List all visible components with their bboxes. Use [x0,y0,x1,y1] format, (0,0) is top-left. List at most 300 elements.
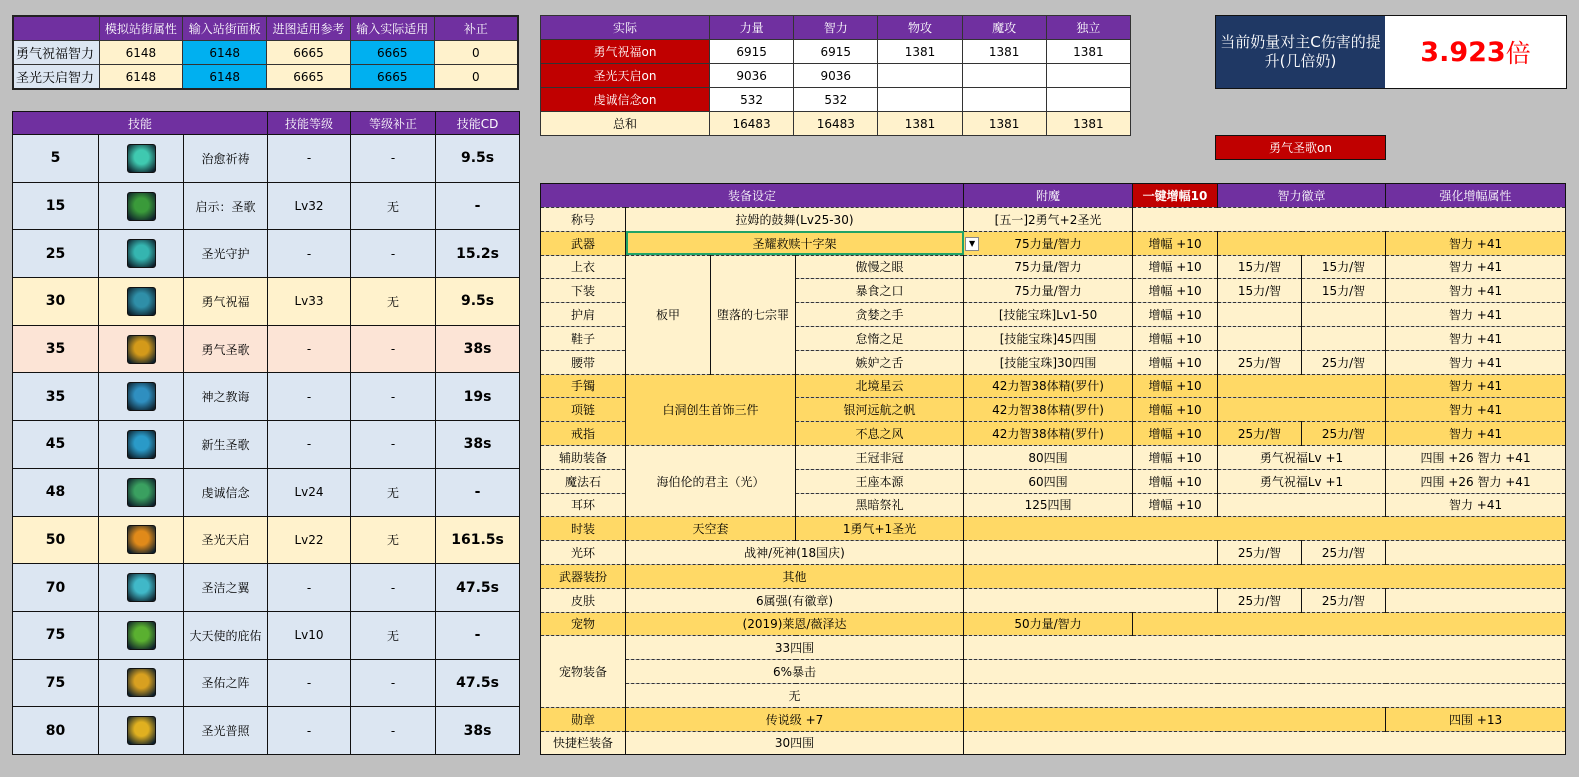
skill-level[interactable]: Lv33 [268,278,351,326]
skill-row [13,468,520,516]
skill-level[interactable]: - [268,230,351,278]
badge[interactable]: 勇气祝福Lv +1 [1218,469,1386,493]
skill-icon-cell [99,230,184,278]
equip-row [541,445,1566,469]
slot-label: 下装 [541,279,626,303]
skill-level-correction[interactable]: 无 [351,468,436,516]
one-click-amplify-button[interactable]: 一键增幅10 [1133,184,1218,208]
skill-unlock-level: 80 [13,707,99,755]
equip-name[interactable]: 嫉妒之舌 [796,350,964,374]
enchant[interactable]: [技能宝珠]30四围 [964,350,1133,374]
skill-name: 勇气祝福 [184,278,268,326]
amplify[interactable]: 增幅 +10 [1133,303,1218,327]
holy-wings-icon [127,573,156,602]
green-hymn-icon [127,192,156,221]
skill-icon-cell [99,325,184,373]
buff-row [541,64,1131,88]
skill-cd: 38s [436,325,520,373]
skill-row [13,564,520,612]
buff-value: 1381 [878,112,962,136]
skill-icon-cell [99,278,184,326]
result-unit: 倍 [1505,39,1531,68]
input-actual-cell[interactable]: 6665 [350,41,434,65]
header-input-actual: 输入实际适用 [350,16,434,41]
skill-level[interactable]: Lv10 [268,611,351,659]
badge-1[interactable] [1218,303,1302,327]
row-label: 圣光天启智力 [13,65,99,90]
enchant[interactable]: 75力量/智力 [964,279,1133,303]
equip-row-skin [541,588,1566,612]
buff-value: 16483 [794,112,878,136]
avatar-set[interactable]: 天空套 [626,517,796,541]
slot-label: 宠物 [541,612,626,636]
buff-header: 魔攻 [962,16,1046,40]
skill-level-correction[interactable]: - [351,659,436,707]
buff-value: 1381 [962,112,1046,136]
reinforce[interactable]: 智力 +41 [1386,493,1566,517]
skill-cd: 47.5s [436,564,520,612]
buff-value: 1381 [962,40,1046,64]
equip-row-pet-gear [541,660,1566,684]
header-ref: 进图适用参考 [267,16,351,41]
golden-hymn-icon [127,335,156,364]
badge-1[interactable]: 25力/智 [1218,422,1302,446]
buff-value [1046,88,1130,112]
skill-level-correction[interactable]: - [351,564,436,612]
equip-row-title [541,208,1566,232]
equip-name[interactable]: 北境星云 [796,374,964,398]
amplify[interactable]: 增幅 +10 [1133,445,1218,469]
skill-cd: 9.5s [436,278,520,326]
buff-value: 532 [710,88,794,112]
slot-label: 称号 [541,208,626,232]
badge-2[interactable]: 15力/智 [1302,255,1386,279]
reinforce[interactable]: 智力 +41 [1386,326,1566,350]
amplify[interactable]: 增幅 +10 [1133,469,1218,493]
header-sim-stat: 模拟站街属性 [99,16,183,41]
slot-label: 宠物装备 [541,636,626,707]
reinforce[interactable]: 智力 +41 [1386,422,1566,446]
skill-level-correction[interactable]: - [351,373,436,421]
amplify[interactable]: 增幅 +10 [1133,398,1218,422]
buff-header: 独立 [1046,16,1130,40]
buff-value: 9036 [794,64,878,88]
reinforce[interactable]: 四围 +13 [1386,707,1566,731]
amplify[interactable]: 增幅 +10 [1133,374,1218,398]
avatar-option[interactable]: 1勇气+1圣光 [796,517,964,541]
amplify[interactable]: 增幅 +10 [1133,326,1218,350]
empty-cell [964,588,1218,612]
slot-label: 护肩 [541,303,626,327]
buff-value [878,88,962,112]
empty-cell [1386,541,1566,565]
skill-level[interactable]: - [268,659,351,707]
header-skill-cd: 技能CD [436,112,520,135]
badge-2[interactable]: 15力/智 [1302,279,1386,303]
equip-name[interactable]: 银河远航之帆 [796,398,964,422]
result-value: 3.923 [1420,36,1506,68]
slot-label: 光环 [541,541,626,565]
skill-unlock-level: 70 [13,564,99,612]
buff-header: 智力 [794,16,878,40]
enchant[interactable]: 80四围 [964,445,1133,469]
enchant[interactable]: 42力智38体精(罗什) [964,374,1133,398]
skill-row [13,516,520,564]
skill-icon-cell [99,659,184,707]
equip-name[interactable]: 贪婪之手 [796,303,964,327]
equip-name[interactable]: 傲慢之眼 [796,255,964,279]
skill-cd: 9.5s [436,135,520,183]
buff-toggle-label[interactable]: 圣光天启on [541,64,710,88]
correction-cell: 0 [434,41,518,65]
empty-cell [964,541,1218,565]
equip-name[interactable]: 王冠非冠 [796,445,964,469]
buff-header: 物攻 [878,16,962,40]
empty-cell [1133,612,1566,636]
skill-level-correction[interactable]: - [351,707,436,755]
header-skill-level: 技能等级 [268,112,351,135]
badge-2[interactable]: 25力/智 [1302,588,1386,612]
equip-name[interactable]: 黑暗祭礼 [796,493,964,517]
badge-1[interactable]: 15力/智 [1218,255,1302,279]
equip-name[interactable]: 怠惰之足 [796,326,964,350]
divine-hand-icon [127,382,156,411]
accessory-set[interactable]: 白洞创生首饰三件 [626,374,796,445]
equip-name[interactable]: 拉姆的鼓舞(Lv25-30) [626,208,964,232]
equip-name[interactable]: 传说级 +7 [626,707,964,731]
faith-icon [127,478,156,507]
buff-value: 16483 [710,112,794,136]
enchant[interactable]: 42力智38体精(罗什) [964,398,1133,422]
holy-circle-icon [127,668,156,697]
skill-cd: 161.5s [436,516,520,564]
skill-level-correction[interactable]: - [351,325,436,373]
enchant[interactable]: 125四围 [964,493,1133,517]
skill-unlock-level: 45 [13,421,99,469]
skill-icon-cell [99,516,184,564]
skill-level-correction[interactable]: - [351,230,436,278]
reinforce[interactable]: 智力 +41 [1386,374,1566,398]
skill-unlock-level: 30 [13,278,99,326]
badge-1[interactable]: 25力/智 [1218,350,1302,374]
equip-row [541,255,1566,279]
equip-row-quickbar [541,731,1566,755]
skill-level-correction[interactable]: - [351,135,436,183]
empty-cell [1218,231,1386,255]
skill-cd: - [436,182,520,230]
equip-name[interactable]: 暴食之口 [796,279,964,303]
slot-label: 武器装扮 [541,564,626,588]
badge-1[interactable]: 25力/智 [1218,541,1302,565]
buff-value: 532 [794,88,878,112]
apocalypse-icon [127,525,156,554]
input-panel-cell[interactable]: 6148 [183,41,267,65]
skill-cd: 47.5s [436,659,520,707]
reinforce[interactable]: 智力 +41 [1386,350,1566,374]
brave-hymn-toggle-button[interactable]: 勇气圣歌on [1215,135,1386,160]
skill-icon-cell [99,135,184,183]
empty-cell [964,707,1386,731]
equip-name[interactable]: (2019)莱恩/薇泽达 [626,612,964,636]
header-skill: 技能 [13,112,268,135]
skill-unlock-level: 25 [13,230,99,278]
equip-row-medal [541,707,1566,731]
skill-cd: 19s [436,373,520,421]
reinforce[interactable]: 智力 +41 [1386,231,1566,255]
correction-cell: 0 [434,65,518,90]
skill-unlock-level: 75 [13,611,99,659]
empty-cell [964,636,1566,660]
header-input-panel: 输入站街面板 [183,16,267,41]
input-panel-cell[interactable]: 6148 [183,65,267,90]
equip-row-aura [541,541,1566,565]
slot-label: 勋章 [541,707,626,731]
header-equipment: 装备设定 [541,184,964,208]
slot-label: 戒指 [541,422,626,446]
equip-row-weapon [541,231,1566,255]
enchant[interactable]: 75力量/智力 [964,231,1133,255]
header-row [541,16,1131,40]
buff-row [541,40,1131,64]
buff-toggle-label[interactable]: 勇气祝福on [541,40,710,64]
skill-level[interactable]: - [268,373,351,421]
equip-name[interactable]: 6%暴击 [626,660,964,684]
buff-value [878,64,962,88]
empty-cell [1218,374,1386,398]
badge[interactable]: 勇气祝福Lv +1 [1218,445,1386,469]
badge-1[interactable]: 25力/智 [1218,588,1302,612]
skill-icon-cell [99,611,184,659]
ref-cell: 6665 [267,41,351,65]
header-int-badge: 智力徽章 [1218,184,1386,208]
skill-level[interactable]: - [268,707,351,755]
slot-label: 耳环 [541,493,626,517]
skill-name: 圣光天启 [184,516,268,564]
table-row [13,65,518,90]
badge-2[interactable]: 25力/智 [1302,541,1386,565]
weapon-select[interactable] [626,231,976,255]
skill-level-correction[interactable]: 无 [351,516,436,564]
skill-unlock-level: 50 [13,516,99,564]
skill-name: 圣洁之翼 [184,564,268,612]
buff-value [962,64,1046,88]
equip-name[interactable]: 不息之风 [796,422,964,446]
radiance-icon [127,716,156,745]
empty-cell [964,731,1566,755]
reinforce[interactable]: 智力 +41 [1386,398,1566,422]
enchant[interactable]: 75力量/智力 [964,255,1133,279]
total-label: 总和 [541,112,710,136]
equip-name[interactable]: 王座本源 [796,469,964,493]
badge-2[interactable]: 25力/智 [1302,422,1386,446]
skill-row [13,421,520,469]
special-set[interactable]: 海伯伦的君主（光） [626,445,796,516]
badge-1[interactable] [1218,326,1302,350]
buff-value: 6915 [710,40,794,64]
ref-cell: 6665 [267,65,351,90]
skill-name: 大天使的庇佑 [184,611,268,659]
skill-level[interactable]: - [268,135,351,183]
skill-row [13,230,520,278]
empty-cell [964,683,1566,707]
buff-header: 实际 [541,16,710,40]
enchant[interactable]: [五一]2勇气+2圣光 [964,208,1133,232]
equip-name[interactable]: 6属强(有徽章) [626,588,964,612]
equip-row-pet-gear [541,683,1566,707]
skill-level[interactable]: - [268,564,351,612]
empty-cell [964,660,1566,684]
slot-label: 时装 [541,517,626,541]
skill-cd: 15.2s [436,230,520,278]
skill-row [13,182,520,230]
slot-label: 手镯 [541,374,626,398]
equip-name[interactable]: 30四围 [626,731,964,755]
skill-icon-cell [99,707,184,755]
skill-name: 神之教诲 [184,373,268,421]
amplify[interactable]: 增幅 +10 [1133,422,1218,446]
empty-cell [964,517,1566,541]
enchant[interactable]: 60四围 [964,469,1133,493]
amplify[interactable]: 增幅 +10 [1133,350,1218,374]
equipment-table [540,183,1566,755]
result-label: 当前奶量对主C伤害的提升(几倍奶) [1216,16,1385,88]
reinforce[interactable]: 四围 +26 智力 +41 [1386,445,1566,469]
skill-row [13,373,520,421]
skill-name: 启示：圣歌 [184,182,268,230]
amplify[interactable]: 增幅 +10 [1133,255,1218,279]
buff-value [962,88,1046,112]
header-level-correction: 等级补正 [351,112,436,135]
enchant[interactable]: [技能宝珠]Lv1-50 [964,303,1133,327]
reinforce[interactable]: 智力 +41 [1386,255,1566,279]
skill-row [13,135,520,183]
equip-row-pet-gear [541,636,1566,660]
buff-value: 6915 [794,40,878,64]
buff-header: 力量 [710,16,794,40]
skill-name: 新生圣歌 [184,421,268,469]
equip-name[interactable]: 33四围 [626,636,964,660]
amplify[interactable]: 增幅 +10 [1133,279,1218,303]
skill-name: 治愈祈祷 [184,135,268,183]
input-actual-cell[interactable]: 6665 [350,65,434,90]
reinforce[interactable]: 四围 +26 智力 +41 [1386,469,1566,493]
skill-level-correction[interactable]: 无 [351,611,436,659]
buff-value: 1381 [1046,112,1130,136]
header-reinforce: 强化增幅属性 [1386,184,1566,208]
armor-set[interactable]: 堕落的七宗罪 [711,255,796,374]
skills-table [12,111,520,755]
enchant[interactable]: 50力量/智力 [964,612,1133,636]
equip-name[interactable]: 无 [626,683,964,707]
equip-row-avatar [541,517,1566,541]
armor-type[interactable]: 板甲 [626,255,711,374]
archangel-icon [127,621,156,650]
skill-cd: 38s [436,421,520,469]
slot-label: 皮肤 [541,588,626,612]
sim-stat: 6148 [99,41,183,65]
skill-level-correction[interactable]: 无 [351,278,436,326]
praying-hands-icon [127,144,156,173]
slot-label: 上衣 [541,255,626,279]
result-value-cell [1385,16,1566,88]
holy-shield-swirl-icon [127,239,156,268]
skill-name: 圣光守护 [184,230,268,278]
skill-name: 虔诚信念 [184,468,268,516]
buff-value: 1381 [1046,40,1130,64]
row-label: 勇气祝福智力 [13,41,99,65]
badge-2[interactable]: 25力/智 [1302,350,1386,374]
amplify[interactable]: 增幅 +10 [1133,231,1218,255]
badge-2[interactable] [1302,303,1386,327]
skill-icon-cell [99,182,184,230]
skill-level[interactable]: Lv32 [268,182,351,230]
equip-row [541,374,1566,398]
skill-unlock-level: 5 [13,135,99,183]
skill-level[interactable]: Lv22 [268,516,351,564]
skill-level[interactable]: - [268,421,351,469]
slot-label: 项链 [541,398,626,422]
skill-row [13,325,520,373]
equip-row-pet [541,612,1566,636]
amplify[interactable]: 增幅 +10 [1133,493,1218,517]
skill-icon-cell [99,468,184,516]
sword-blessing-icon [127,287,156,316]
skill-icon-cell [99,564,184,612]
slot-label: 辅助装备 [541,445,626,469]
skill-cd: - [436,468,520,516]
empty-cell [1386,588,1566,612]
reinforce[interactable]: 智力 +41 [1386,303,1566,327]
badge-1[interactable]: 15力/智 [1218,279,1302,303]
skill-level[interactable]: - [268,325,351,373]
skill-unlock-level: 35 [13,373,99,421]
buff-toggle-label[interactable]: 虔诚信念on [541,88,710,112]
weapon-name: 圣耀救赎十字架 [752,236,837,251]
skill-level-correction[interactable]: 无 [351,182,436,230]
table-row [13,41,518,65]
equip-name[interactable]: 其他 [626,564,964,588]
skill-level[interactable]: Lv24 [268,468,351,516]
badge-2[interactable] [1302,326,1386,350]
dropdown-arrow-icon[interactable]: ▼ [965,237,979,251]
slot-label: 武器 [541,231,626,255]
skill-name: 圣光普照 [184,707,268,755]
total-row [541,112,1131,136]
skill-level-correction[interactable]: - [351,421,436,469]
skill-row [13,659,520,707]
equip-name[interactable]: 战神/死神(18国庆) [626,541,964,565]
enchant[interactable]: [技能宝珠]45四围 [964,326,1133,350]
buff-value [1046,64,1130,88]
skill-icon-cell [99,421,184,469]
empty-cell [1218,398,1386,422]
result-box [1215,15,1567,89]
slot-label: 鞋子 [541,326,626,350]
reinforce[interactable]: 智力 +41 [1386,279,1566,303]
skill-name: 勇气圣歌 [184,325,268,373]
buff-row [541,88,1131,112]
header-correction: 补正 [434,16,518,41]
buff-value: 1381 [878,40,962,64]
sparkle-icon [127,430,156,459]
header-enchant: 附魔 [964,184,1133,208]
skill-row [13,707,520,755]
enchant[interactable]: 42力智38体精(罗什) [964,422,1133,446]
standing-stats-table [12,15,519,90]
skill-unlock-level: 35 [13,325,99,373]
skill-cd: 38s [436,707,520,755]
buff-stats-table [540,15,1131,136]
